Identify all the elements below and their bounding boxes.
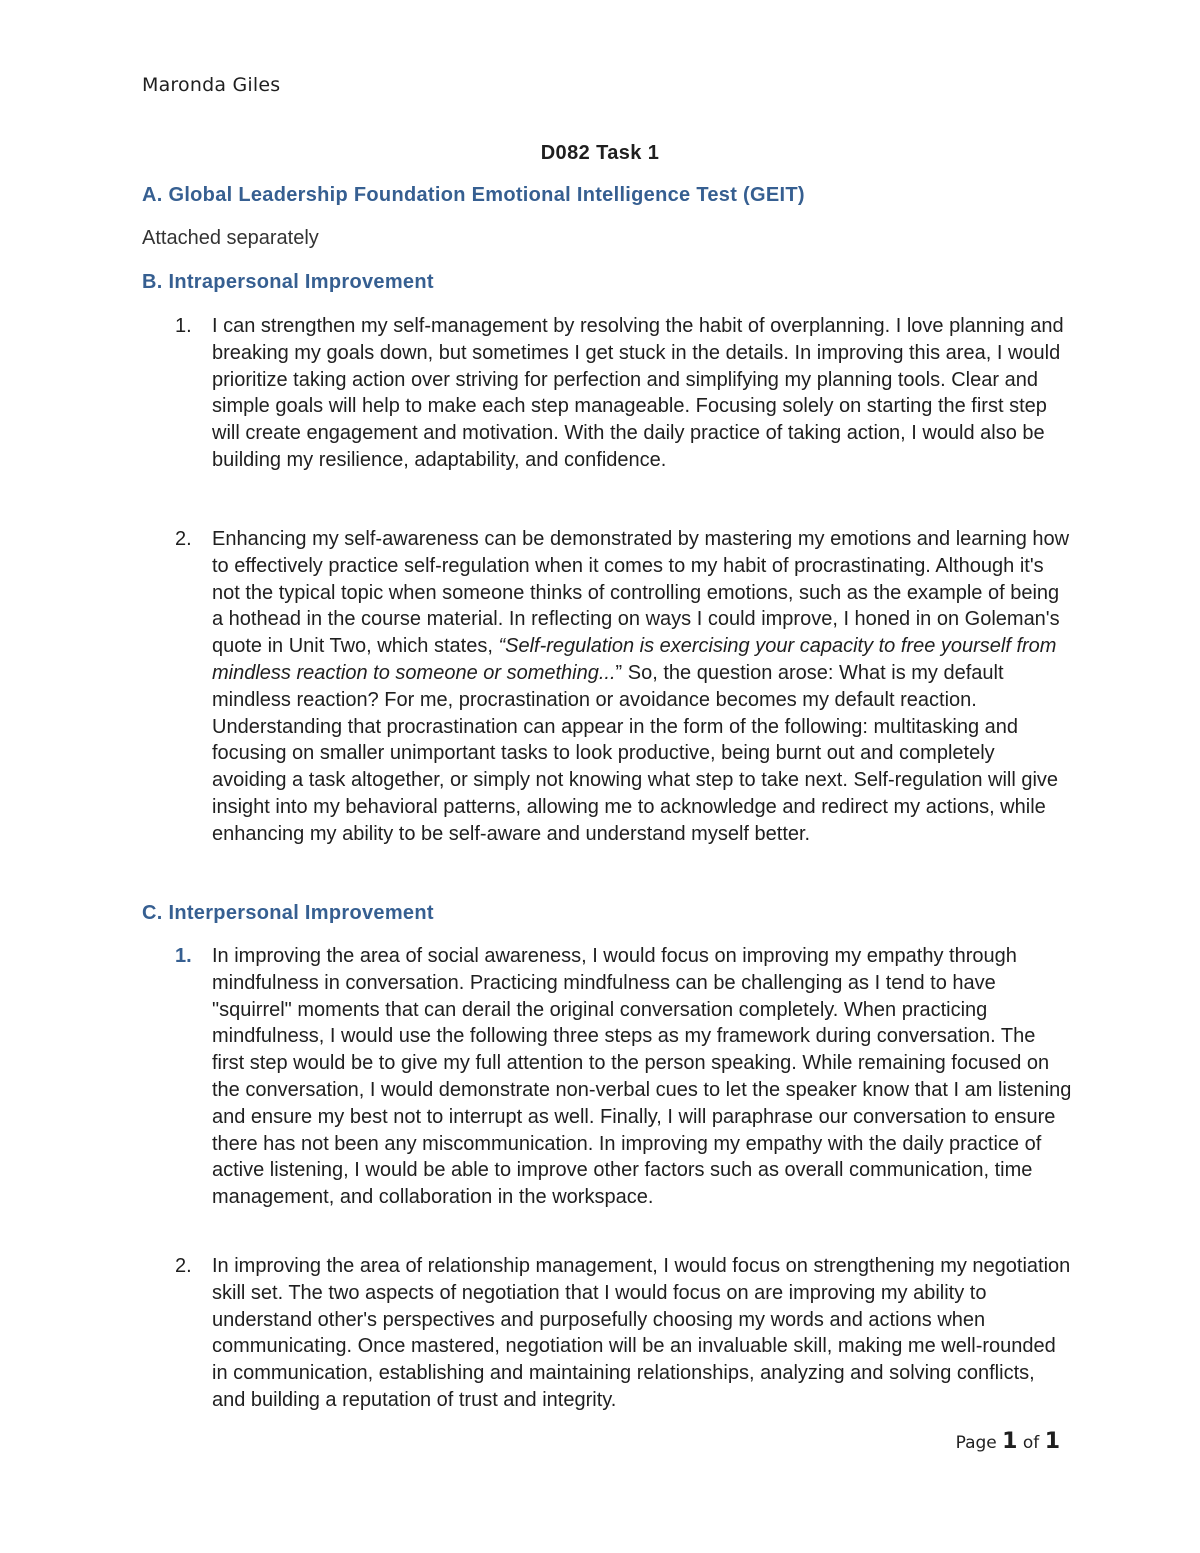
section-c-heading: C. Interpersonal Improvement <box>142 902 434 924</box>
list-item-number: 1. <box>175 945 192 967</box>
section-a-text: Attached separately <box>142 227 319 249</box>
list-item-text: In improving the area of relationship management, I would focus on strengthening my negotiation skill set. The two aspects of negotiation that I would focus on are improving my ability to understand other's perspectives and purposefully choosing my words and actions when communicating. Once mastered, negotiation will be an invaluable skill, making me well-rounded in communication, establishing and maintaining relationships, analyzing and solving conflicts, and building a reputation of trust and integrity. <box>212 1255 1071 1411</box>
list-item-number: 1. <box>175 315 192 337</box>
list-item <box>142 1253 1072 1414</box>
list-item <box>142 943 1072 1211</box>
of-label: of <box>1022 1433 1040 1453</box>
goleman-quote: “Self-regulation is exercising your capacity to free yourself from mindless reaction to someone or something... <box>212 635 1057 684</box>
section-b-heading: B. Intrapersonal Improvement <box>142 271 434 293</box>
page-label: Page <box>955 1433 997 1453</box>
document-author: Maronda Giles <box>142 74 281 96</box>
list-item-text: In improving the area of social awareness, I would focus on improving my empathy through mindfulness in conversation. Practicing mindfulness can be challenging as I tend to have "squirrel" moments that can derail the original conversation completely. When practicing mindfulness, I would use the following three steps as my framework during conversation. The first step would be to give my full attention to the person speaking. While remaining focused on the conversation, I would demonstrate non-verbal cues to let the speaker know that I am listening and ensure my best not to interrupt as well. Finally, I will paraphrase our conversation to ensure there has not been any miscommunication. In improving my empathy with the daily practice of active listening, I would be able to improve other factors such as overall communication, time management, and collaboration in the workspace. <box>212 945 1072 1209</box>
list-item-number: 2. <box>175 1255 192 1277</box>
list-item-text-after-quote: ” So, the question arose: What is my default mindless reaction? For me, procrastination or avoidance becomes my default reaction. Understanding that procrastination can appear in the form of the following: multitasking and focusing on smaller unimportant tasks to look productive, being burnt out and completely avoiding a task altogether, or simply not knowing what step to take next. Self-regulation will give insight into my behavioral patterns, allowing me to acknowledge and redirect my actions, while enhancing my ability to be self-aware and understand myself better. <box>212 661 1059 845</box>
page-footer <box>956 1429 1060 1454</box>
total-pages: 1 <box>1044 1429 1060 1454</box>
list-item <box>142 526 1072 848</box>
document-title: D082 Task 1 <box>540 142 660 164</box>
list-item-text <box>212 526 1072 848</box>
page-number: 1 <box>1002 1429 1018 1454</box>
list-item-text-before-quote: Enhancing my self-awareness can be demonstrated by mastering my emotions and learning how to effectively practice self-regulation when it comes to my habit of procrastinating. Although it's not the typical topic when someone thinks of controlling emotions, such as the example of being a hothead in the course material. In reflecting on ways I could improve, I honed in on Goleman's quote in Unit Two, which states, <box>212 528 1070 658</box>
list-item-text: I can strengthen my self-management by resolving the habit of overplanning. I love planning and breaking my goals down, but sometimes I get stuck in the details. In improving this area, I would prioritize taking action over striving for perfection and simplifying my planning tools. Clear and simple goals will help to make each step manageable. Focusing solely on starting the first step will create engagement and motivation. With the daily practice of taking action, I would also be building my resilience, adaptability, and confidence. <box>212 315 1064 471</box>
list-item-number: 2. <box>175 528 192 550</box>
list-item <box>142 313 1072 474</box>
section-a-heading: A. Global Leadership Foundation Emotional Intelligence Test (GEIT) <box>142 184 805 206</box>
